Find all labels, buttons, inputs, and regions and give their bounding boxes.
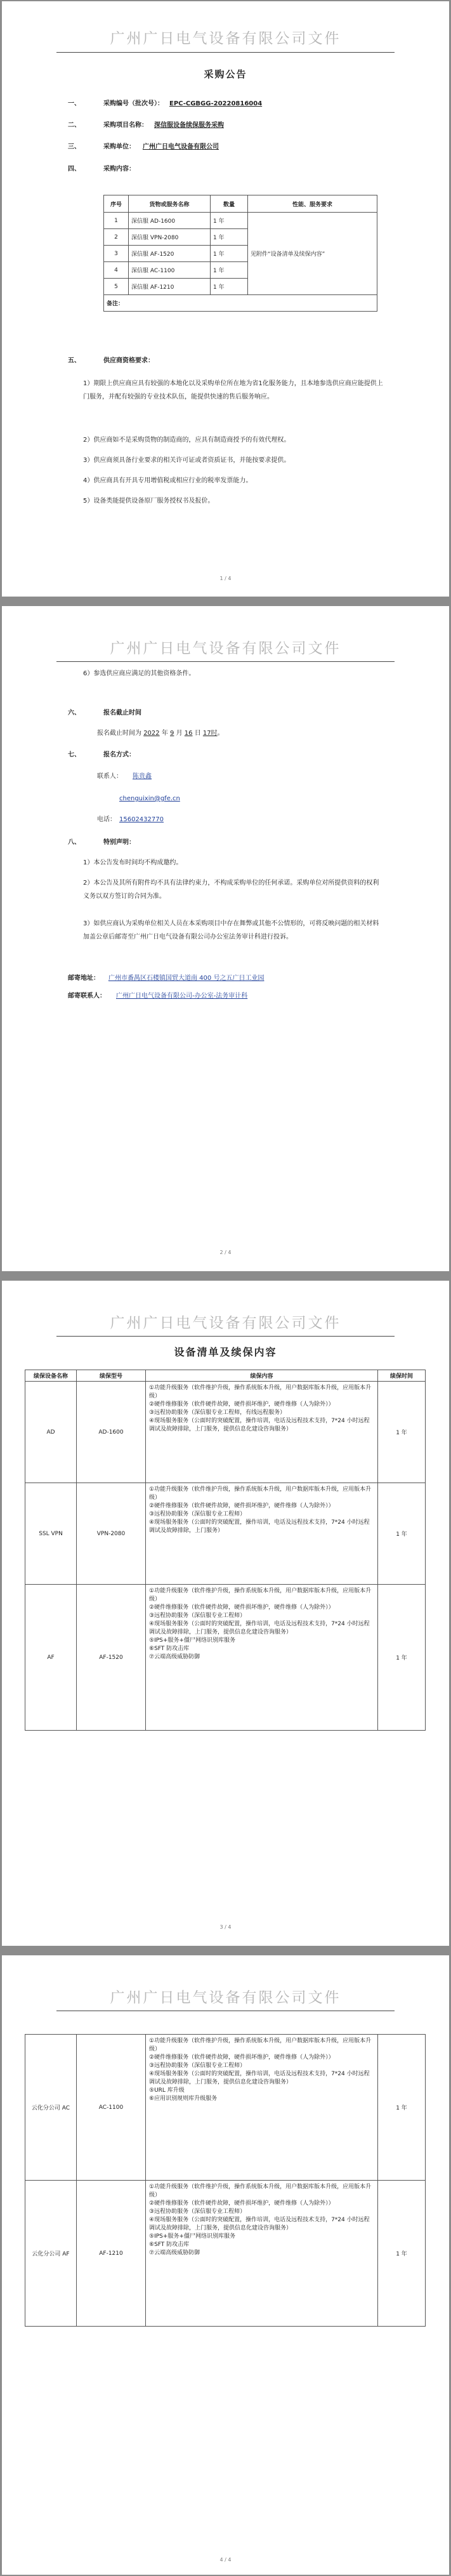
service-item: ①功能升级服务（软件维护升级，操作系统版本升级，用户数据库版本升级，应用版本升级） xyxy=(149,1486,372,1501)
page-footer: 1 / 4 xyxy=(219,576,232,581)
row-qty: 1 年 xyxy=(211,213,248,229)
service-content xyxy=(146,1585,378,1731)
device-table-cont xyxy=(25,2034,426,2327)
th-qty: 数量 xyxy=(211,195,248,213)
row-no: 4 xyxy=(104,262,129,279)
service-item: ②硬件维修服务（软件硬件故障，硬件损坏维护，硬件维修（人为除外）） xyxy=(149,2054,334,2061)
device-name: AD xyxy=(25,1382,77,1483)
th-model: 续保型号 xyxy=(77,1370,146,1382)
deadline xyxy=(97,729,224,738)
deadline-day-unit: 日 xyxy=(194,730,201,737)
service-item: ④现场服务服务（公面时的突破配置，操作培训，电话及远程技术支持，7*24 小时远程调试及故障排除，上门服务，提供信息化建设咨询服务） xyxy=(149,2217,370,2231)
page-footer: 4 / 4 xyxy=(219,2557,232,2563)
device-model: AC-1100 xyxy=(77,2035,146,2181)
service-content xyxy=(146,2181,378,2327)
sec4-label: 采购内容： xyxy=(103,166,135,173)
device-model: AF-1210 xyxy=(77,2181,146,2327)
sec7-num: 七、 xyxy=(68,751,81,758)
page-header: 广州广日电气设备有限公司文件 xyxy=(110,640,341,657)
row-name: 深信服 AF-1210 xyxy=(129,279,211,295)
deadline-suffix: 。 xyxy=(217,730,224,737)
service-item: ②硬件维修服务（软件硬件故障，硬件损坏维护，硬件维修（人为除外）） xyxy=(149,2200,334,2207)
renew-time: 1 年 xyxy=(378,1382,426,1483)
recv-value: 广州广日电气设备有限公司-办公室-法务审计科 xyxy=(116,993,248,1000)
deadline-time: 17时 xyxy=(202,730,218,737)
service-item: ③远程协助服务（深信服专业工程师） xyxy=(149,2209,246,2215)
device-name: SSL VPN xyxy=(25,1483,77,1585)
page-footer: 3 / 4 xyxy=(219,1924,232,1930)
device-model: AF-1520 xyxy=(77,1585,146,1731)
note-1: 1）本公告发布时间均不构成邀约。 xyxy=(83,859,183,866)
deadline-month: 9 xyxy=(170,730,174,737)
requirement-2: 2）供应商如不是采购货物的制造商的，应具有制造商授予的有效代理权。 xyxy=(83,437,291,444)
page-header: 广州广日电气设备有限公司文件 xyxy=(110,30,341,47)
service-item: ⑦云端高级威胁防御 xyxy=(149,2250,200,2256)
row-no: 5 xyxy=(104,279,129,295)
service-item: ⑦云端高级威胁防御 xyxy=(149,1654,200,1660)
row-no: 2 xyxy=(104,229,129,246)
renew-time: 1 年 xyxy=(378,1585,426,1731)
service-item: ④现场服务服务（公面时的突破配置，操作培训，电话及远程技术支持，7*24 小时远程调试及故障排除，上门服务，提供信息化建设咨询服务） xyxy=(149,2071,370,2085)
row-qty: 1 年 xyxy=(211,246,248,262)
requirement-5: 5）设备类能提供设备原厂服务授权书及报价。 xyxy=(83,498,214,505)
sec1-label: 采购编号（批次号）： xyxy=(103,100,164,107)
sec5-num: 五、 xyxy=(68,357,81,364)
sec7-title: 报名方式： xyxy=(103,751,135,758)
sec8-num: 八、 xyxy=(68,839,81,846)
page-1 xyxy=(2,1,449,597)
header-rule xyxy=(56,1336,395,1337)
row-qty: 1 年 xyxy=(211,279,248,295)
row-name: 深信服 VPN-2080 xyxy=(129,229,211,246)
sec6-title: 报名截止时间 xyxy=(103,710,141,717)
contact-name: 陈贵鑫 xyxy=(133,773,152,780)
renew-time: 1 年 xyxy=(378,1483,426,1585)
addr-value: 广州市番禺区石楼镇国贸大道南 400 号之五广日工业园 xyxy=(108,975,265,982)
th-time: 续保时间 xyxy=(378,1370,426,1382)
header-rule xyxy=(56,52,395,53)
service-item: ②硬件维修服务（软件硬件故障，硬件损坏维护，硬件维修（人为除外）） xyxy=(149,1604,334,1611)
table-remark: 备注： xyxy=(104,295,377,312)
device-table xyxy=(25,1370,426,1731)
page-4 xyxy=(2,1955,449,2575)
th-content: 续保内容 xyxy=(146,1370,378,1382)
row-name: 深信服 AF-1520 xyxy=(129,246,211,262)
service-content xyxy=(146,1483,378,1585)
device-model: AD-1600 xyxy=(77,1382,146,1483)
service-item: ④现场服务服务（公面时的突破配置，操作培训，电话及远程技术支持，7*24 小时远程调试及故障排除，上门服务） xyxy=(149,1519,370,1534)
service-item: ②硬件维修服务（软件硬件故障，硬件损坏维护，硬件维修（人为除外）） xyxy=(149,1401,334,1408)
service-item: ③远程协助服务（深信服专业工程师） xyxy=(149,2063,246,2069)
sec3-value: 广州广日电气设备有限公司 xyxy=(143,143,219,150)
service-item: ④现场服务服务（公面时的突破配置，操作培训，电话及远程技术支持，7*24 小时远程调试及故障排除，上门服务，提供信息化建设咨询服务） xyxy=(149,1418,370,1432)
service-item: ④现场服务服务（公面时的突破配置，操作培训，电话及远程技术支持，7*24 小时远程调试及故障排除，上门服务，提供信息化建设咨询服务） xyxy=(149,1621,370,1635)
row-no: 3 xyxy=(104,246,129,262)
list-title: 设备清单及续保内容 xyxy=(174,1346,277,1358)
phone-value: 15602432770 xyxy=(119,816,164,823)
header-rule xyxy=(56,661,395,662)
page-header: 广州广日电气设备有限公司文件 xyxy=(110,1315,341,1331)
device-name: AF xyxy=(25,1585,77,1731)
deadline-day: 16 xyxy=(184,730,193,737)
th-device: 续保设备名称 xyxy=(25,1370,77,1382)
renew-time: 1 年 xyxy=(378,2035,426,2181)
sec5-title: 供应商资格要求： xyxy=(103,357,154,364)
procurement-table xyxy=(103,195,377,312)
service-item: ⑤URL 库升级 xyxy=(149,2087,185,2094)
page-footer: 2 / 4 xyxy=(219,1250,232,1255)
device-name: 云化分公司 AF xyxy=(25,2181,77,2327)
note-2: 2）本公告及其所有附件均不具有法律约束力，不构成采购单位的任何承诺。采购单位对所提供资料的权利义务以双方签订的合同为准。 xyxy=(83,880,379,900)
service-item: ⑥SFT 防攻击库 xyxy=(149,2242,190,2248)
sec1-num: 一、 xyxy=(68,100,81,107)
th-no: 序号 xyxy=(104,195,129,213)
service-item: ③远程协助服务（深信服专业工程师） xyxy=(149,1613,246,1619)
row-requirement: 见附件“设备清单及续保内容” xyxy=(248,213,377,295)
service-item: ③远程协助服务（深信服专业工程师） xyxy=(149,1511,246,1517)
service-content xyxy=(146,2035,378,2181)
service-item: ①功能升级服务（软件维护升级，操作系统版本升级，用户数据库版本升级，应用版本升级） xyxy=(149,2184,372,2198)
sec4-num: 四、 xyxy=(68,166,81,173)
row-qty: 1 年 xyxy=(211,262,248,279)
sec6-num: 六、 xyxy=(68,710,81,717)
page-header: 广州广日电气设备有限公司文件 xyxy=(110,1990,341,2006)
sec2-label: 采购项目名称： xyxy=(103,122,148,129)
page-2 xyxy=(2,606,449,1271)
requirement-1: 1）期限上供应商应具有较强的本地化以及采购单位所在地为省1化服务能力，且本地参选供应商应能提供上门服务，并配有较强的专业技术队伍，能提供快速的售后服务响应。 xyxy=(83,380,383,400)
sec8-title: 特别声明： xyxy=(103,839,135,846)
deadline-month-unit: 月 xyxy=(176,730,183,737)
renew-time: 1 年 xyxy=(378,2181,426,2327)
service-item: ②硬件维修服务（软件硬件故障，硬件损坏维护，硬件维修（人为除外）） xyxy=(149,1503,334,1509)
service-item: ③远程协助服务（深信服专业工程师，有线远程服务） xyxy=(149,1410,286,1416)
sec3-label: 采购单位： xyxy=(103,143,135,150)
row-no: 1 xyxy=(104,213,129,229)
device-model: VPN-2080 xyxy=(77,1483,146,1585)
deadline-year: 2022 xyxy=(143,730,160,737)
service-item: ⑥应用识别规则库升级服务 xyxy=(149,2096,218,2102)
service-item: ⑤IPS+服务+僵尸网络识别库服务 xyxy=(149,1637,235,1644)
service-item: ①功能升级服务（软件维护升级，操作系统版本升级，用户数据库版本升级，应用版本升级） xyxy=(149,1385,372,1399)
device-name: 云化分公司 AC xyxy=(25,2035,77,2181)
service-item: ①功能升级服务（软件维护升级，操作系统版本升级，用户数据库版本升级，应用版本升级） xyxy=(149,1588,372,1602)
requirement-4: 4）供应商具有开具专用增值税或相应行业的税率发票能力。 xyxy=(83,477,252,484)
contact-label: 联系人： xyxy=(97,773,122,780)
row-name: 深信服 AC-1100 xyxy=(129,262,211,279)
page-3 xyxy=(2,1281,449,1946)
deadline-year-unit: 年 xyxy=(161,730,168,737)
th-req: 性能、服务要求 xyxy=(248,195,377,213)
service-item: ⑥SFT 防攻击库 xyxy=(149,1646,190,1652)
doc-title: 采购公告 xyxy=(204,69,247,80)
service-content xyxy=(146,1382,378,1483)
addr-label: 邮寄地址： xyxy=(68,975,100,982)
requirement-3: 3）供应商须具备行业要求的相关许可证或者资质证书，并能按要求提供。 xyxy=(83,457,291,464)
sec1-value: EPC-CGBGG-20220816004 xyxy=(169,100,263,107)
recv-label: 邮寄联系人： xyxy=(68,993,106,1000)
sec2-num: 二、 xyxy=(68,122,81,129)
row-name: 深信服 AD-1600 xyxy=(129,213,211,229)
row-qty: 1 年 xyxy=(211,229,248,246)
th-name: 货物或服务名称 xyxy=(129,195,211,213)
deadline-prefix: 报名截止时间为 xyxy=(97,730,141,737)
service-item: ⑤IPS+服务+僵尸网络识别库服务 xyxy=(149,2233,235,2240)
phone-label: 电话： xyxy=(97,816,116,823)
sec3-num: 三、 xyxy=(68,143,81,150)
sec2-value: 深信服设备续保服务采购 xyxy=(154,122,224,129)
service-item: ①功能升级服务（软件维护升级，操作系统版本升级，用户数据库版本升级，应用版本升级） xyxy=(149,2038,372,2052)
note-3: 3）如供应商认为采购单位相关人员在本采购项目中存在舞弊或其他不公情形的，可将反映问题的相关材料加盖公章后邮寄至广州广日电气设备有限公司办公室法务审计科进行投诉。 xyxy=(83,920,379,941)
email-link[interactable]: chenguixin@gfe.cn xyxy=(119,795,180,802)
requirement-6: 6）参选供应商应满足的其他资格条件。 xyxy=(83,670,195,677)
